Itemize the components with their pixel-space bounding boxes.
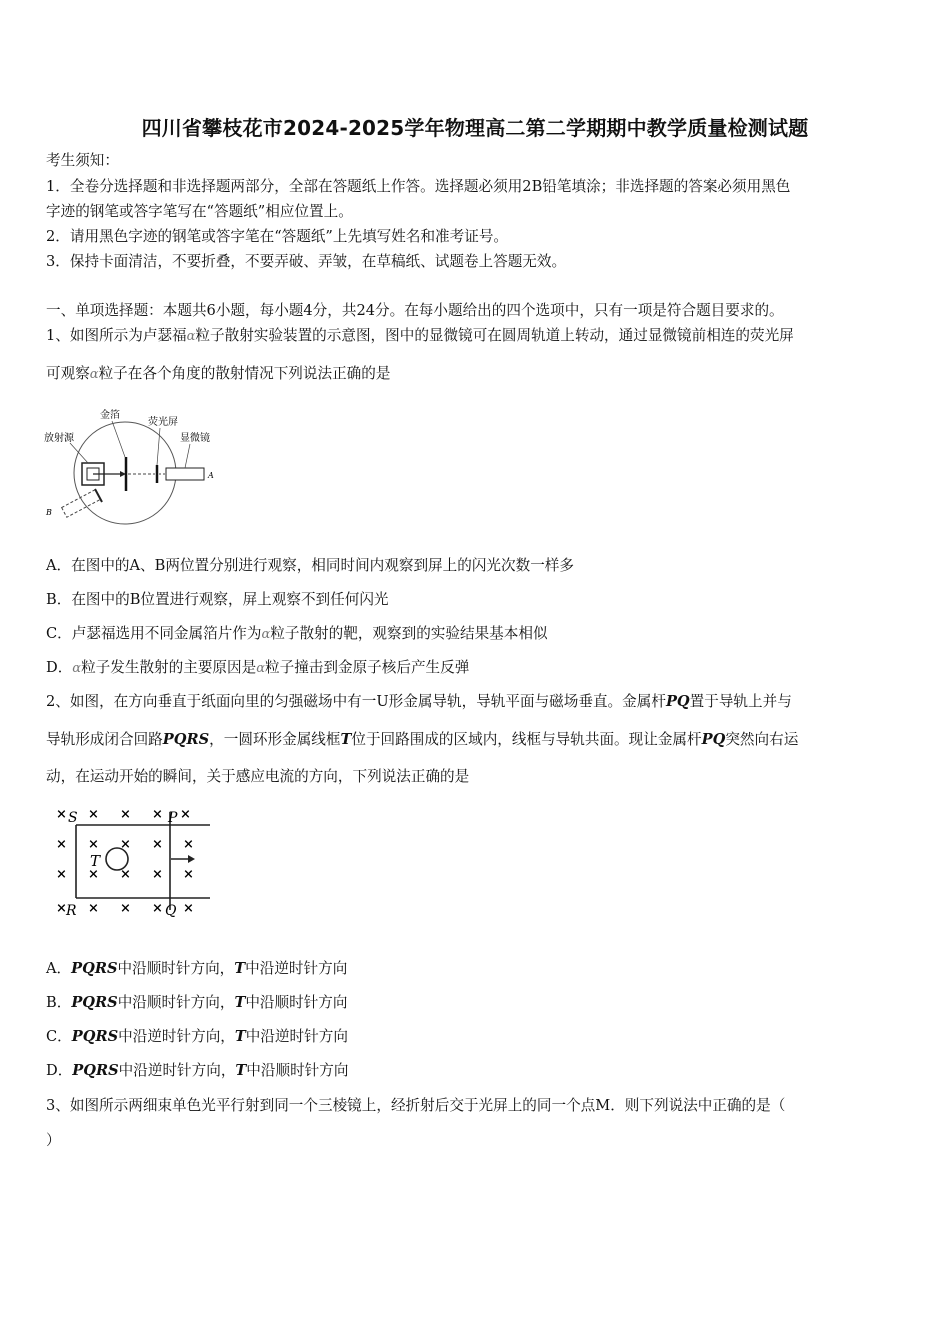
leader-microscope [185, 444, 190, 468]
field-cross: × [88, 901, 99, 916]
q1-stem-a: 1、如图所示为卢瑟福 [46, 327, 187, 344]
label-p: P [168, 810, 178, 826]
leader-source [70, 443, 88, 463]
q2-text: 突然向右运 [725, 731, 799, 748]
q2-option-text: 中沿顺时针方向， [117, 994, 235, 1011]
microscope-tube [166, 468, 204, 480]
q1-option-d [46, 658, 469, 679]
q1-stem-b: 粒子散射实验装置的示意图，图中的显微镜可在圆周轨道上转动，通过显微镜前相连的荧光屏 [195, 327, 794, 344]
q2-option-letter: D． [46, 1062, 73, 1079]
q2-option-c [46, 1027, 348, 1047]
field-cross: × [152, 837, 163, 852]
q1-option-c [46, 624, 548, 645]
notice-heading: 考生须知： [46, 152, 119, 169]
q2-stem-line2 [46, 730, 798, 750]
label-t: T [90, 852, 101, 870]
q2-option-letter: B． [46, 994, 72, 1011]
q2-option-letter: C． [46, 1028, 72, 1045]
field-cross: × [152, 901, 163, 916]
q2-option-text: 中沿顺时针方向， [117, 960, 235, 977]
field-cross: × [56, 807, 67, 822]
q2-option-text: 中沿逆时针方向， [118, 1028, 235, 1045]
field-cross: × [152, 867, 163, 882]
label-source: 放射源 [44, 433, 74, 444]
rutherford-apparatus-figure [40, 405, 230, 530]
field-cross: × [183, 867, 194, 882]
q2-var-pqrs: PQRS [71, 994, 118, 1011]
label-position-a: A [208, 471, 214, 480]
label-s: S [68, 810, 78, 826]
page-title: 四川省攀枝花市2024-2025学年物理高二第二学期期中教学质量检测试题 [141, 116, 809, 140]
q1-stem-d: 粒子在各个角度的散射情况下列说法正确的是 [98, 365, 391, 382]
q2-var-pq: PQ [665, 693, 690, 710]
field-cross: × [120, 901, 131, 916]
field-cross: × [56, 901, 67, 916]
label-screen: 荧光屏 [148, 417, 178, 428]
alpha-symbol: α [256, 661, 265, 676]
notice-item-2: 2．请用黑色字迹的钢笔或答字笔在“答题纸”上先填写姓名和准考证号。 [46, 228, 509, 245]
q1-stem-line2 [46, 364, 390, 385]
q2-var-t: T [234, 960, 246, 977]
q2-option-text: 中沿逆时针方向 [245, 960, 348, 977]
q2-stem-line1 [46, 692, 792, 712]
field-cross: × [120, 867, 131, 882]
q3-stem-line1: 3、如图所示两细束单色光平行射到同一个三棱镜上，经折射后交于光屏上的同一个点M．则下列说法中正确的是（ [46, 1097, 786, 1114]
q2-var-t: T [235, 1062, 247, 1079]
q2-text: 置于导轨上并与 [689, 693, 792, 710]
q1-option-c-b: 粒子散射的靶，观察到的实验结果基本相似 [270, 625, 548, 642]
label-position-b: B [46, 508, 52, 517]
field-cross: × [88, 807, 99, 822]
q2-option-text: 中沿顺时针方向 [245, 994, 348, 1011]
q2-var-t: T [234, 1028, 246, 1045]
field-cross: × [56, 867, 67, 882]
field-cross: × [120, 807, 131, 822]
alpha-symbol: α [261, 627, 271, 642]
q2-option-text: 中沿顺时针方向 [246, 1062, 349, 1079]
q1-option-d-a: D． [46, 659, 73, 676]
q2-var-pqrs: PQRS [72, 1062, 119, 1079]
section-heading: 一、单项选择题：本题共6小题，每小题4分，共24分。在每小题给出的四个选项中，只有一项是符合题目要求的。 [46, 302, 784, 319]
notice-item-1-cont: 字迹的钢笔或答字笔写在“答题纸”相应位置上。 [46, 203, 353, 220]
leader-foil [112, 421, 125, 457]
q2-var-pqrs: PQRS [71, 960, 118, 977]
label-microscope: 显微镜 [180, 433, 210, 444]
field-cross: × [152, 807, 163, 822]
q1-stem-line1 [46, 326, 794, 347]
field-cross: × [120, 837, 131, 852]
q1-option-d-c: 粒子撞击到金原子核后产生反弹 [265, 659, 470, 676]
q2-text: ，一圆环形金属线框 [209, 731, 341, 748]
q1-option-b: B．在图中的B位置进行观察，屏上观察不到任何闪光 [46, 591, 389, 608]
field-cross: × [180, 807, 191, 822]
field-cross: × [183, 837, 194, 852]
label-r: R [66, 903, 77, 919]
q2-option-d [46, 1061, 348, 1081]
q2-var-pq: PQ [701, 731, 726, 748]
q2-option-a [46, 959, 347, 979]
field-cross: × [56, 837, 67, 852]
notice-item-1: 1．全卷分选择题和非选择题两部分，全部在答题纸上作答。选择题必须用2B铅笔填涂；非选择题的答案必须用黑色 [46, 178, 791, 195]
q1-stem-c: 可观察 [46, 365, 90, 382]
q2-option-text: 中沿逆时针方向 [245, 1028, 348, 1045]
q2-option-b [46, 993, 348, 1013]
q2-option-text: 中沿逆时针方向， [118, 1062, 236, 1079]
q2-stem-line3: 动，在运动开始的瞬间，关于感应电流的方向，下列说法正确的是 [46, 768, 470, 785]
alpha-symbol: α [89, 367, 99, 382]
label-foil: 金箔 [100, 410, 120, 421]
q2-text: 位于回路围成的区域内，线框与导轨共面。现让金属杆 [351, 731, 702, 748]
microscope-at-b [62, 490, 101, 518]
alpha-symbol: α [186, 329, 196, 344]
q2-var-pqrs: PQRS [71, 1028, 119, 1045]
q2-text: 2、如图，在方向垂直于纸面向里的匀强磁场中有一U形金属导轨，导轨平面与磁场垂直。金属杆 [46, 693, 666, 710]
q1-option-a: A．在图中的A、B两位置分别进行观察，相同时间内观察到屏上的闪光次数一样多 [46, 557, 574, 574]
q2-var-t: T [340, 731, 352, 748]
q1-option-d-b: 粒子发生散射的主要原因是 [81, 659, 257, 676]
label-q: Q [165, 903, 177, 919]
field-cross: × [88, 837, 99, 852]
q1-option-c-a: C．卢瑟福选用不同金属箔片作为 [46, 625, 262, 642]
field-cross: × [88, 867, 99, 882]
q2-var-t: T [234, 994, 246, 1011]
q3-stem-line2: ） [46, 1132, 61, 1149]
q2-var-pqrs: PQRS [162, 731, 210, 748]
alpha-symbol: α [72, 661, 82, 676]
field-cross: × [183, 901, 194, 916]
q2-text: 导轨形成闭合回路 [46, 731, 163, 748]
q2-option-letter: A． [46, 960, 72, 977]
motion-arrowhead [188, 855, 195, 863]
notice-item-3: 3．保持卡面清洁，不要折叠，不要弄破、弄皱，在草稿纸、试题卷上答题无效。 [46, 253, 567, 270]
u-rail-figure [48, 800, 216, 920]
